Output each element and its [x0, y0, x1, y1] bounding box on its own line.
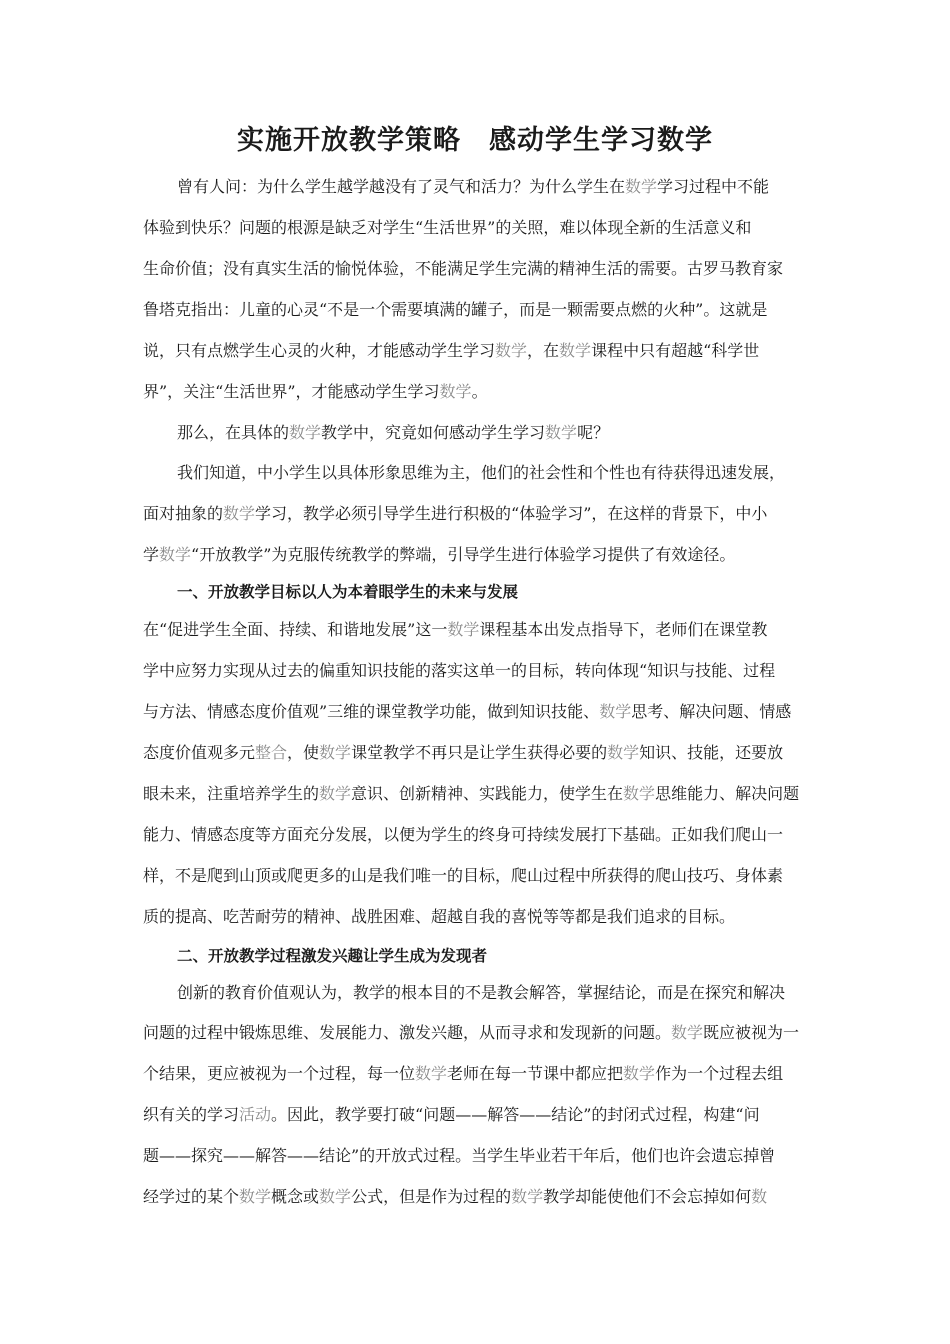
text-segment: 学习，教学必须引导学生进行积极的“体验学习”，在这样的背景下，中小 [255, 504, 768, 523]
text-line [143, 1061, 783, 1087]
text-segment: 界”，关注“生活世界”，才能感动学生学习 [143, 382, 440, 401]
text-segment: 知识、技能，还要放 [639, 743, 784, 762]
text-segment: 意识、创新精神、实践能力，使学生在 [351, 784, 624, 803]
text-segment: 织有关的学习 [143, 1105, 240, 1124]
text-line [143, 1020, 799, 1046]
highlighted-keyword: 数学 [319, 1187, 352, 1206]
highlighted-keyword: 数学 [415, 1064, 448, 1083]
text-segment: 样，不是爬到山顶或爬更多的山是我们唯一的目标，爬山过程中所获得的爬山技巧、身体素 [143, 866, 784, 885]
highlighted-keyword: 数学 [623, 1064, 656, 1083]
text-segment: 生命价值；没有真实生活的愉悦体验，不能满足学生完满的精神生活的需要。古罗马教育家 [143, 259, 784, 278]
highlighted-keyword: 数学 [623, 784, 656, 803]
text-segment: 思考、解决问题、情感 [631, 702, 792, 721]
text-segment: 概念或 [271, 1187, 320, 1206]
highlighted-keyword: 数 [751, 1187, 768, 1206]
text-segment: 个结果，更应被视为一个过程，每一位 [143, 1064, 416, 1083]
text-segment: 曾有人问：为什么学生越学越没有了灵气和活力？为什么学生在 [177, 177, 626, 196]
text-segment: 老师在每一节课中都应把 [447, 1064, 624, 1083]
highlighted-keyword: 数学 [495, 341, 528, 360]
text-segment: 一、开放教学目标以人为本着眼学生的未来与发展 [177, 583, 519, 601]
text-segment: 质的提高、吃苦耐劳的精神、战胜困难、超越自我的喜悦等等都是我们追求的目标。 [143, 907, 736, 926]
text-segment: 创新的教育价值观认为，教学的根本目的不是教会解答，掌握结论，而是在探究和解决 [177, 983, 786, 1002]
text-line [177, 460, 785, 486]
text-line [143, 542, 735, 568]
text-segment: ，在 [527, 341, 560, 360]
highlighted-keyword: 数学 [319, 784, 352, 803]
text-line [143, 699, 791, 725]
text-segment: 鲁塔克指出：儿童的心灵“不是一个需要填满的罐子，而是一颗需要点燃的火种”。这就是 [143, 300, 768, 319]
highlighted-keyword: 数学 [239, 1187, 272, 1206]
text-segment: 与方法、情感态度价值观”三维的课堂教学功能，做到知识技能、 [143, 702, 600, 721]
highlighted-keyword: 活动 [239, 1105, 272, 1124]
text-segment: 体验到快乐？问题的根源是缺乏对学生“生活世界”的关照，难以体现全新的生活意义和 [143, 218, 752, 237]
text-segment: 课程中只有超越“科学世 [591, 341, 760, 360]
text-line [143, 338, 759, 364]
text-segment: 思维能力、解决问题 [655, 784, 800, 803]
text-segment: 面对抽象的 [143, 504, 224, 523]
text-segment: 在“促进学生全面、持续、和谐地发展”这一 [143, 620, 448, 639]
text-segment: 公式，但是作为过程的 [351, 1187, 512, 1206]
highlighted-keyword: 数学 [671, 1023, 704, 1042]
text-line [143, 256, 783, 282]
highlighted-keyword: 数学 [625, 177, 658, 196]
text-segment: 呢？ [577, 423, 610, 442]
text-line [143, 1102, 760, 1128]
highlighted-keyword: 整合 [255, 743, 288, 762]
text-segment: 那么，在具体的 [177, 423, 290, 442]
text-line [177, 980, 785, 1006]
text-line [177, 174, 769, 200]
text-segment: 学中应努力实现从过去的偏重知识技能的落实这单一的目标，转向体现“知识与技能、过程 [143, 661, 776, 680]
text-segment: 说，只有点燃学生心灵的火种，才能感动学生学习 [143, 341, 496, 360]
text-segment: 学 [143, 545, 160, 564]
text-segment: 。因此，教学要打破“问题——解答——结论”的封闭式过程，构建“问 [271, 1105, 760, 1124]
highlighted-keyword: 数学 [559, 341, 592, 360]
text-segment: 经学过的某个 [143, 1187, 240, 1206]
highlighted-keyword: 数学 [607, 743, 640, 762]
highlighted-keyword: 数学 [289, 423, 322, 442]
text-segment: 二、开放教学过程激发兴趣让学生成为发现者 [177, 947, 488, 965]
text-line [177, 420, 609, 446]
text-line [143, 863, 783, 889]
text-line [143, 1143, 775, 1169]
text-segment: 课程基本出发点指导下，老师们在课堂教 [479, 620, 768, 639]
highlighted-keyword: 数学 [545, 423, 578, 442]
text-segment: “开放教学”为克服传统教学的弊端，引导学生进行体验学习提供了有效途径。 [191, 545, 736, 564]
text-segment: 既应被视为一 [703, 1023, 800, 1042]
section-heading [177, 943, 487, 969]
highlighted-keyword: 数学 [447, 620, 480, 639]
text-segment: 教学中，究竟如何感动学生学习 [321, 423, 546, 442]
text-line [143, 617, 767, 643]
highlighted-keyword: 数学 [511, 1187, 544, 1206]
text-segment: 眼未来，注重培养学生的 [143, 784, 320, 803]
text-line [143, 658, 775, 684]
text-segment: 问题的过程中锻炼思维、发展能力、激发兴趣，从而寻求和发现新的问题。 [143, 1023, 672, 1042]
text-segment: 态度价值观多元 [143, 743, 256, 762]
text-segment: 题——探究——解答——结论”的开放式过程。当学生毕业若干年后，他们也许会遗忘掉曾 [143, 1146, 776, 1165]
text-segment: 学习过程中不能 [657, 177, 770, 196]
section-heading [177, 579, 518, 605]
text-line [143, 740, 783, 766]
text-line [143, 904, 735, 930]
text-line [143, 501, 767, 527]
text-segment: 课堂教学不再只是让学生获得必要的 [351, 743, 608, 762]
highlighted-keyword: 数学 [439, 382, 472, 401]
text-line [143, 1184, 767, 1210]
text-segment: 能力、情感态度等方面充分发展，以便为学生的终身可持续发展打下基础。正如我们爬山一 [143, 825, 784, 844]
text-segment: 我们知道，中小学生以具体形象思维为主，他们的社会性和个性也有待获得迅速发展， [177, 463, 786, 482]
text-segment: 。 [471, 382, 488, 401]
text-line [143, 379, 488, 405]
highlighted-keyword: 数学 [223, 504, 256, 523]
text-segment: ，使 [287, 743, 320, 762]
highlighted-keyword: 数学 [599, 702, 632, 721]
document-title: 实施开放教学策略 感动学生学习数学 [237, 125, 713, 156]
text-line [143, 297, 767, 323]
highlighted-keyword: 数学 [159, 545, 192, 564]
text-segment: 作为一个过程去组 [655, 1064, 784, 1083]
text-line [143, 781, 799, 807]
text-line [143, 215, 751, 241]
text-line [143, 822, 783, 848]
highlighted-keyword: 数学 [319, 743, 352, 762]
text-segment: 教学却能使他们不会忘掉如何 [543, 1187, 752, 1206]
